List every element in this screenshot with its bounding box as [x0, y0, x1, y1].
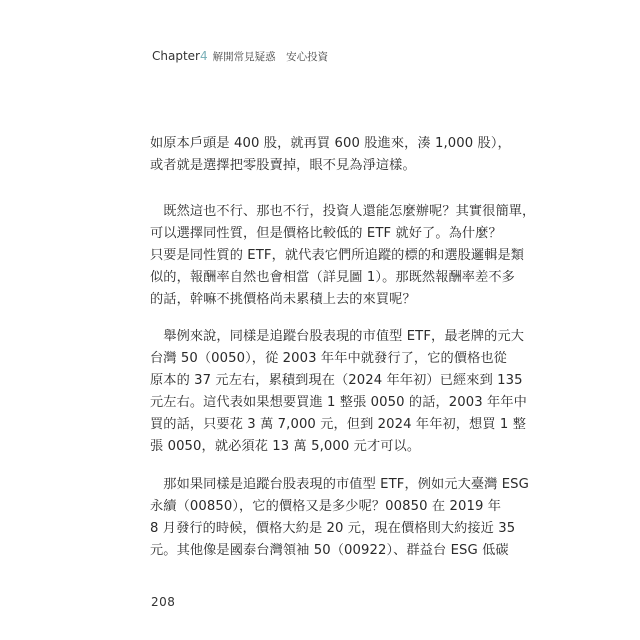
text-line: 元。其他像是國泰台灣領袖 50（00922）、群益台 ESG 低碳	[150, 543, 509, 558]
text-line: 台灣 50（0050），從 2003 年年中就發行了，它的價格也從	[150, 351, 507, 366]
text-line: 或者就是選擇把零股賣掉，眼不見為淨這樣。	[150, 158, 416, 173]
text-line: 永續（00850），它的價格又是多少呢？00850 在 2019 年	[150, 499, 502, 514]
text-line: 可以選擇同性質，但是價格比較低的 ETF 就好了。為什麼？	[150, 226, 502, 241]
text-line: 8 月發行的時候，價格大約是 20 元，現在價格則大約接近 35	[150, 521, 516, 536]
chapter-label: Chapter	[152, 49, 200, 63]
text-line: 既然這也不行、那也不行，投資人還能怎麼辦呢？其實很簡單，	[150, 204, 536, 219]
text-line: 似的，報酬率自然也會相當（詳見圖 1）。那既然報酬率差不多	[150, 270, 515, 285]
text-line: 買的話，只要花 3 萬 7,000 元，但到 2024 年年初，想買 1 整	[150, 417, 526, 432]
section-title: 解開常見疑惑 安心投資	[212, 51, 329, 63]
text-line: 舉例來說，同樣是追蹤台股表現的市值型 ETF，最老牌的元大	[150, 329, 525, 344]
text-line: 如原本戶頭是 400 股，就再買 600 股進來，湊 1,000 股），	[150, 136, 511, 151]
text-line: 原本的 37 元左右，累積到現在（2024 年年初）已經來到 135	[150, 373, 523, 388]
text-line: 那如果同樣是追蹤台股表現的市值型 ETF，例如元大臺灣 ESG	[150, 477, 529, 492]
page-number: 208	[151, 595, 176, 609]
chapter-number: 4	[199, 49, 208, 63]
text-line: 元左右。這代表如果想要買進 1 整張 0050 的話，2003 年年中	[150, 395, 527, 410]
text-line: 只要是同性質的 ETF，就代表它們所追蹤的標的和選股邏輯是類	[150, 248, 525, 263]
text-line: 的話，幹嘛不挑價格尚未累積上去的來買呢？	[150, 292, 416, 307]
text-line: 張 0050，就必須花 13 萬 5,000 元才可以。	[150, 439, 421, 454]
running-header	[152, 49, 328, 64]
